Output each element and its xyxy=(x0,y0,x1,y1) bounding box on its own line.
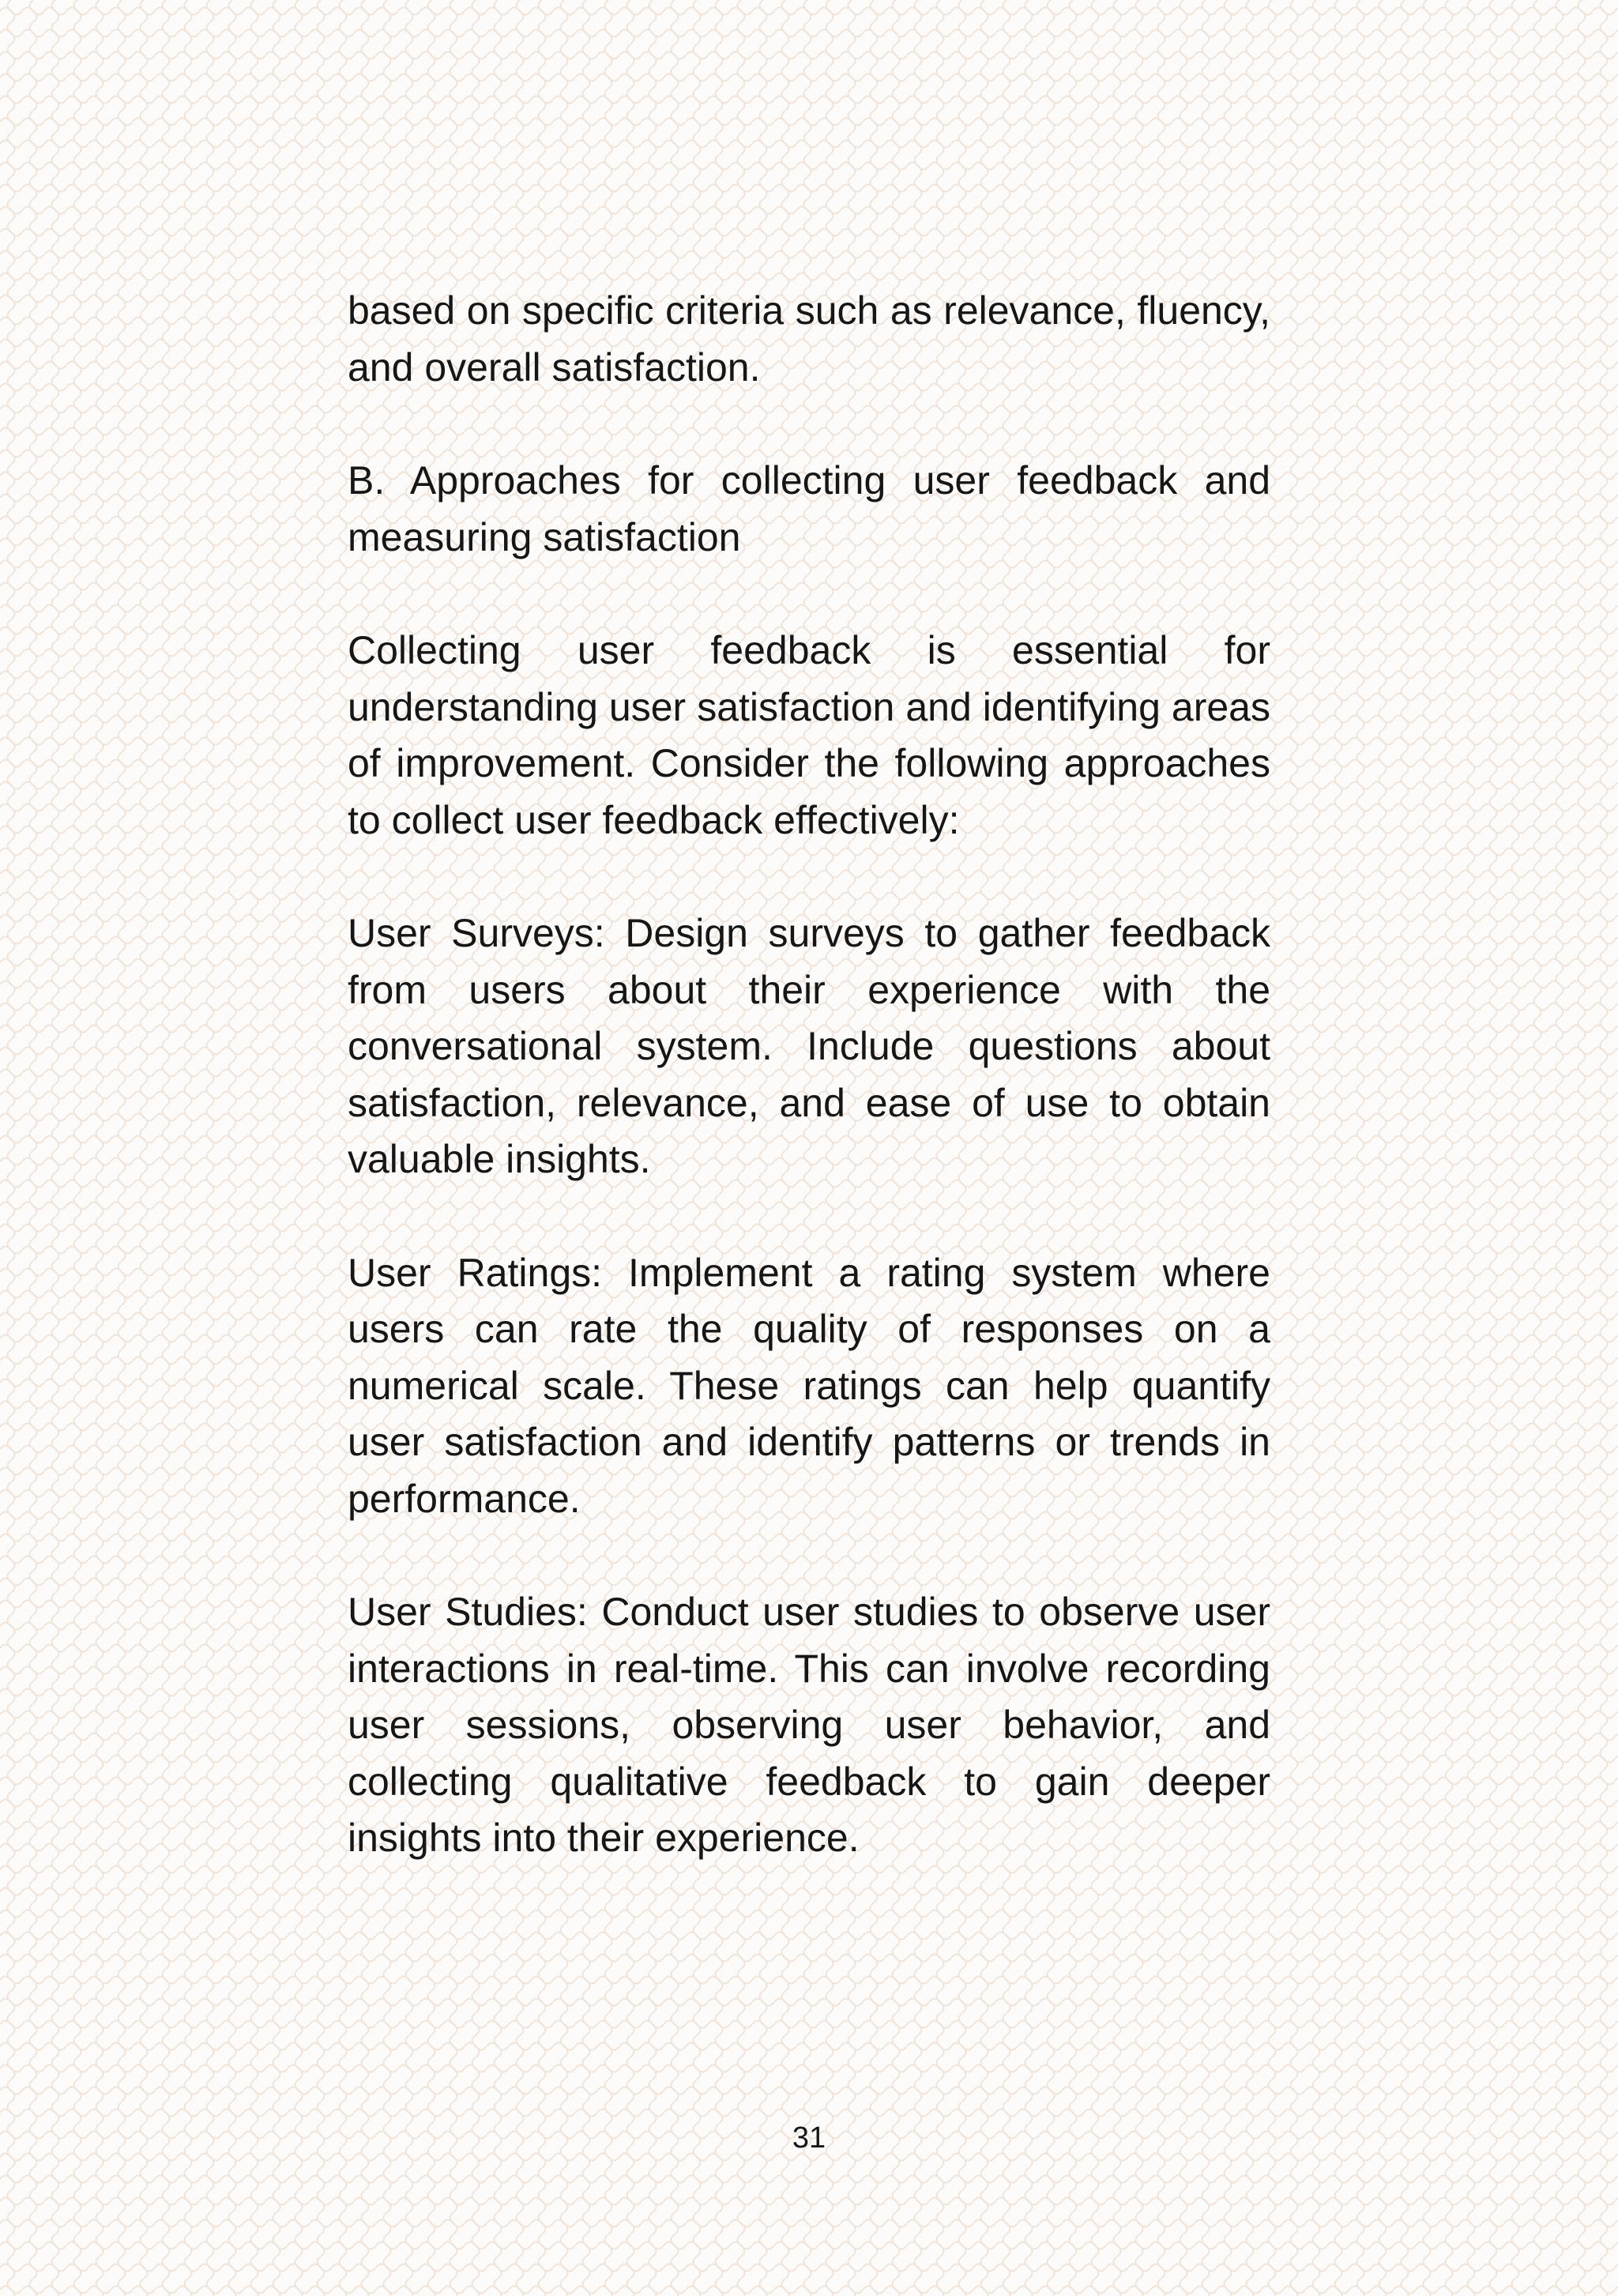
paragraph-intro: Collecting user feedback is essential for understanding user satisfaction and identifying areas of improvement. Consider the following approaches to collect user feedback effectively: xyxy=(348,628,1270,842)
paragraph-continuation: based on specific criteria such as relevance, fluency, and overall satisfaction. xyxy=(348,288,1270,390)
page-body xyxy=(348,283,1270,1924)
page-number: 31 xyxy=(792,2121,826,2155)
paragraph-user-surveys: User Surveys: Design surveys to gather feedback from users about their experience with the conversational system. Include questions about satisfaction, relevance, and ease of use to obtain valuable insights. xyxy=(348,911,1270,1181)
paragraph-user-studies: User Studies: Conduct user studies to observe user interactions in real-time. This can involve recording user sessions, observing user behavior, and collecting qualitative feedback to gain deeper insights into their experience. xyxy=(348,1590,1270,1860)
paragraph-user-ratings: User Ratings: Implement a rating system where users can rate the quality of responses on a numerical scale. These ratings can help quantify user satisfaction and identify patterns or trends in performance. xyxy=(348,1250,1270,1521)
section-heading: B. Approaches for collecting user feedback and measuring satisfaction xyxy=(348,458,1270,559)
